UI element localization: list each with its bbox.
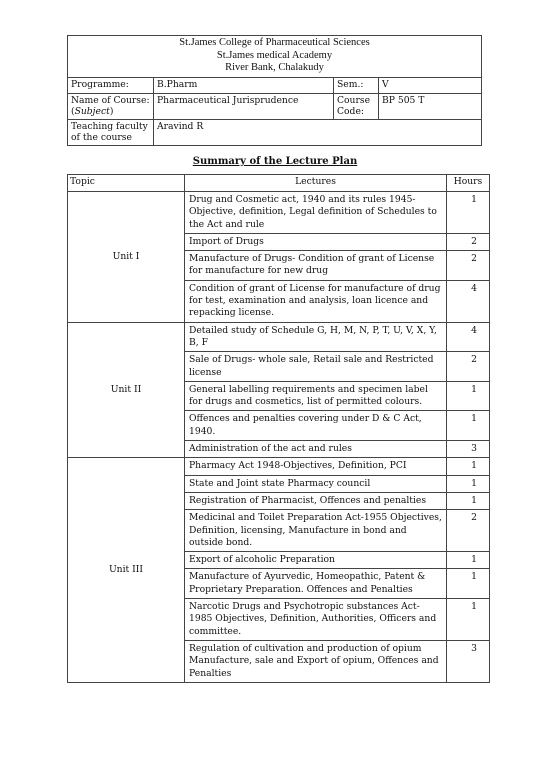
table-header-row <box>68 175 490 192</box>
sem-label: Sem.: <box>334 77 379 93</box>
lecture-cell: Regulation of cultivation and production of opium Manufacture, sale and Export of opium, Offences and Penalties <box>185 640 447 682</box>
unit-cell: Unit III <box>68 458 185 682</box>
hours-cell: 1 <box>447 569 490 599</box>
lecture-cell: Administration of the act and rules <box>185 441 447 458</box>
hours-cell: 1 <box>447 381 490 411</box>
lecture-cell: Sale of Drugs- whole sale, Retail sale and Restricted license <box>185 352 447 382</box>
faculty-value: Aravind R <box>154 119 482 145</box>
unit-cell: Unit I <box>68 192 185 323</box>
academy-name: St.James medical Academy <box>216 49 333 61</box>
lecture-cell: Narcotic Drugs and Psychotropic substances Act- 1985 Objectives, Definition, Authorities, Officers and committee. <box>185 599 447 641</box>
hours-cell: 2 <box>447 251 490 281</box>
programme-value: B.Pharm <box>154 77 334 93</box>
hours-cell: 1 <box>447 458 490 475</box>
hours-cell: 3 <box>447 640 490 682</box>
lecture-cell: Medicinal and Toilet Preparation Act-1955 Objectives, Definition, licensing, Manufacture in bond and outside bond. <box>185 510 447 552</box>
course-header-table <box>67 35 482 146</box>
hours-cell: 1 <box>447 492 490 509</box>
summary-title: Summary of the Lecture Plan <box>192 156 358 167</box>
lecture-cell: Pharmacy Act 1948-Objectives, Definition, PCI <box>185 458 447 475</box>
sem-value: V <box>379 77 482 93</box>
hours-cell: 4 <box>447 280 490 322</box>
hours-cell: 1 <box>447 599 490 641</box>
lecture-cell: Drug and Cosmetic act, 1940 and its rules 1945- Objective, definition, Legal definition of Schedules to the Act and rule <box>185 192 447 234</box>
course-name-value: Pharmaceutical Jurisprudence <box>154 93 334 119</box>
hours-cell: 1 <box>447 475 490 492</box>
institution-block <box>68 36 482 78</box>
table-row <box>68 322 490 352</box>
lecture-cell: Manufacture of Drugs- Condition of grant of License for manufacture for new drug <box>185 251 447 281</box>
lecture-plan-table <box>67 174 490 683</box>
course-name-label: Name of Course: (Subject) <box>68 93 154 119</box>
institution-name: St.James College of Pharmaceutical Sciences <box>179 37 370 48</box>
hours-cell: 1 <box>447 192 490 234</box>
hours-cell: 2 <box>447 510 490 552</box>
table-row <box>68 192 490 234</box>
lecture-cell: Detailed study of Schedule G, H, M, N, P, T, U, V, X, Y, B, F <box>185 322 447 352</box>
hours-cell: 1 <box>447 552 490 569</box>
institution-address: River Bank, Chalakudy <box>225 62 324 73</box>
lecture-cell: State and Joint state Pharmacy council <box>185 475 447 492</box>
programme-label: Programme: <box>68 77 154 93</box>
lecture-cell: General labelling requirements and specimen label for drugs and cosmetics, list of permitted colours. <box>185 381 447 411</box>
lecture-cell: Import of Drugs <box>185 233 447 250</box>
lecture-cell: Export of alcoholic Preparation <box>185 552 447 569</box>
course-code-label: Course Code: <box>334 93 379 119</box>
faculty-label: Teaching faculty of the course <box>68 119 154 145</box>
hours-cell: 1 <box>447 411 490 441</box>
unit-cell: Unit II <box>68 322 185 458</box>
lecture-cell: Manufacture of Ayurvedic, Homeopathic, Patent & Proprietary Preparation. Offences and Penalties <box>185 569 447 599</box>
lecture-cell: Registration of Pharmacist, Offences and penalties <box>185 492 447 509</box>
course-code-value: BP 505 T <box>379 93 482 119</box>
hours-cell: 4 <box>447 322 490 352</box>
column-header-topic: Topic <box>68 175 185 192</box>
lecture-cell: Offences and penalties covering under D & C Act, 1940. <box>185 411 447 441</box>
hours-cell: 2 <box>447 233 490 250</box>
hours-cell: 3 <box>447 441 490 458</box>
hours-cell: 2 <box>447 352 490 382</box>
column-header-lectures: Lectures <box>185 175 447 192</box>
column-header-hours: Hours <box>447 175 490 192</box>
table-row <box>68 458 490 475</box>
lecture-cell: Condition of grant of License for manufacture of drug for test, examination and analysis, loan licence and repacking license. <box>185 280 447 322</box>
